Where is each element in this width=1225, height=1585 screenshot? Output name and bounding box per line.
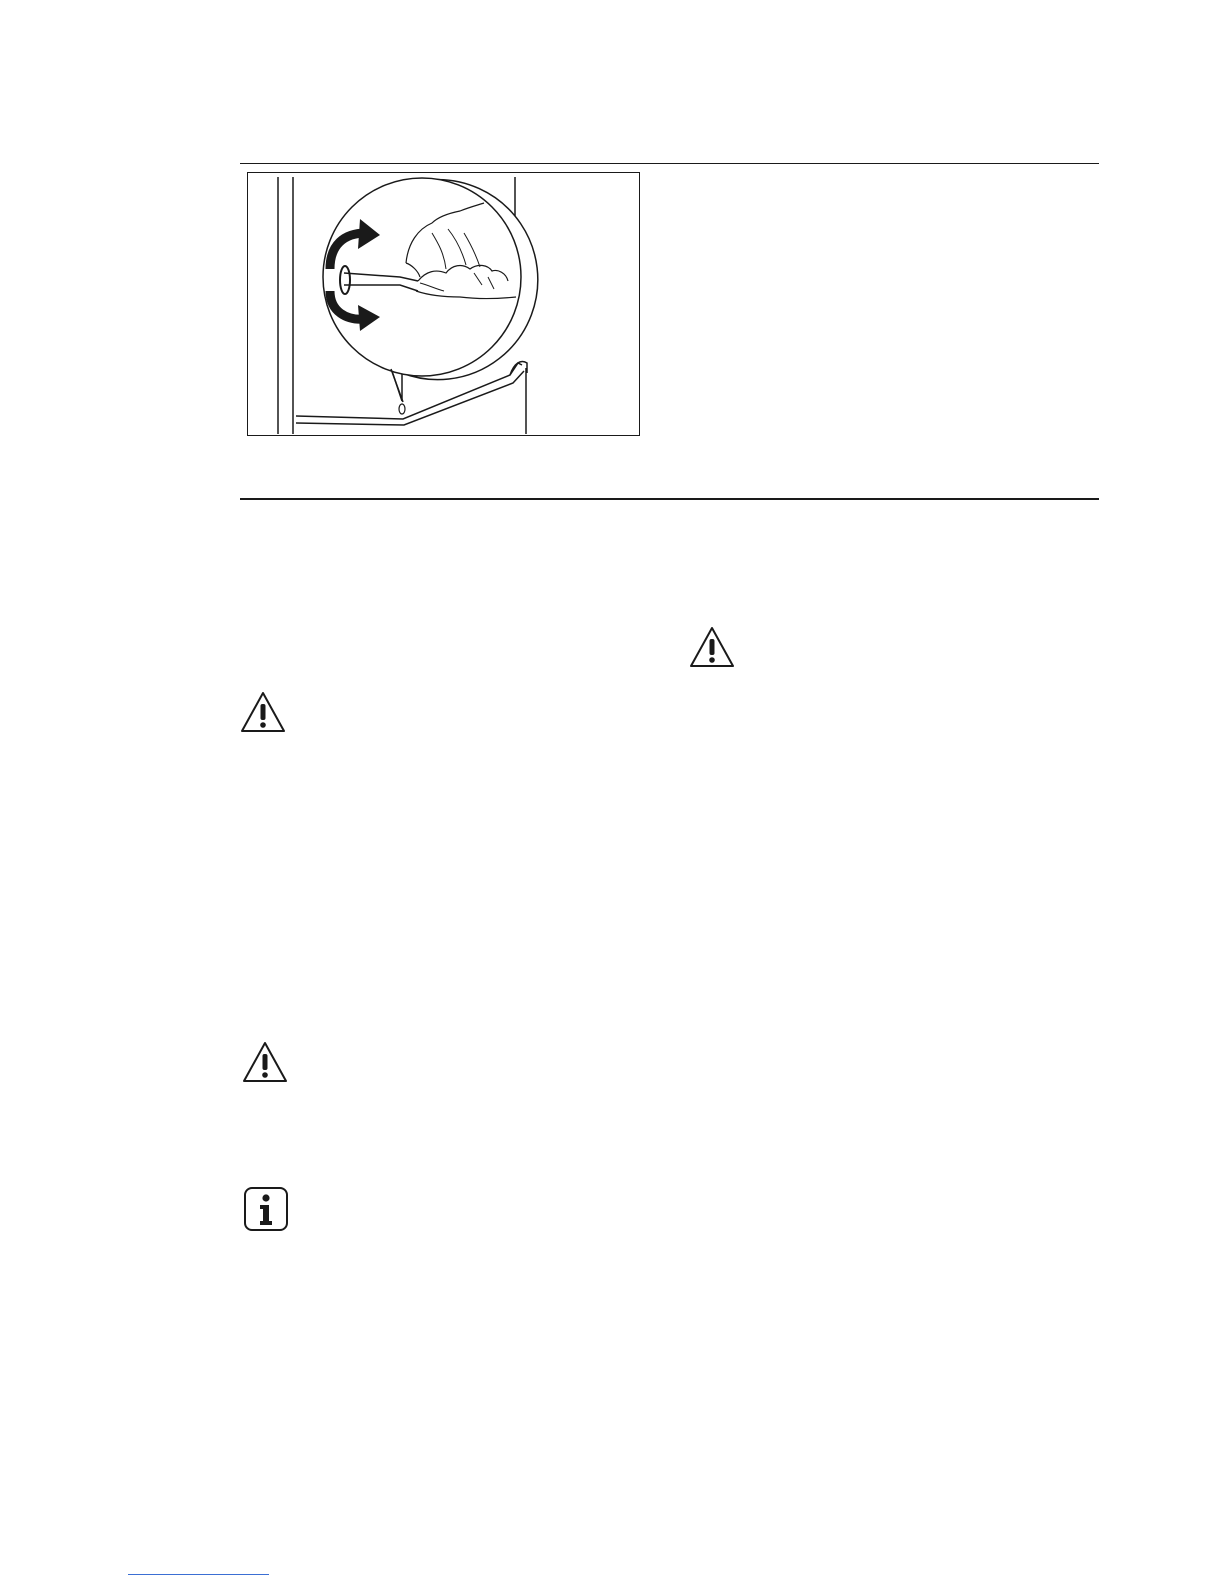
warning-triangle-icon: [239, 690, 287, 734]
top-divider: [240, 163, 1099, 164]
info-icon: [243, 1186, 289, 1232]
defrost-drain-cleaning-illustration: [248, 173, 638, 434]
page-link-underline[interactable]: [128, 1574, 269, 1585]
warning-triangle-icon: [241, 1040, 289, 1084]
warning-triangle-icon: [688, 625, 736, 669]
section-divider: [240, 498, 1099, 500]
drain-cleaning-figure: [247, 172, 640, 436]
